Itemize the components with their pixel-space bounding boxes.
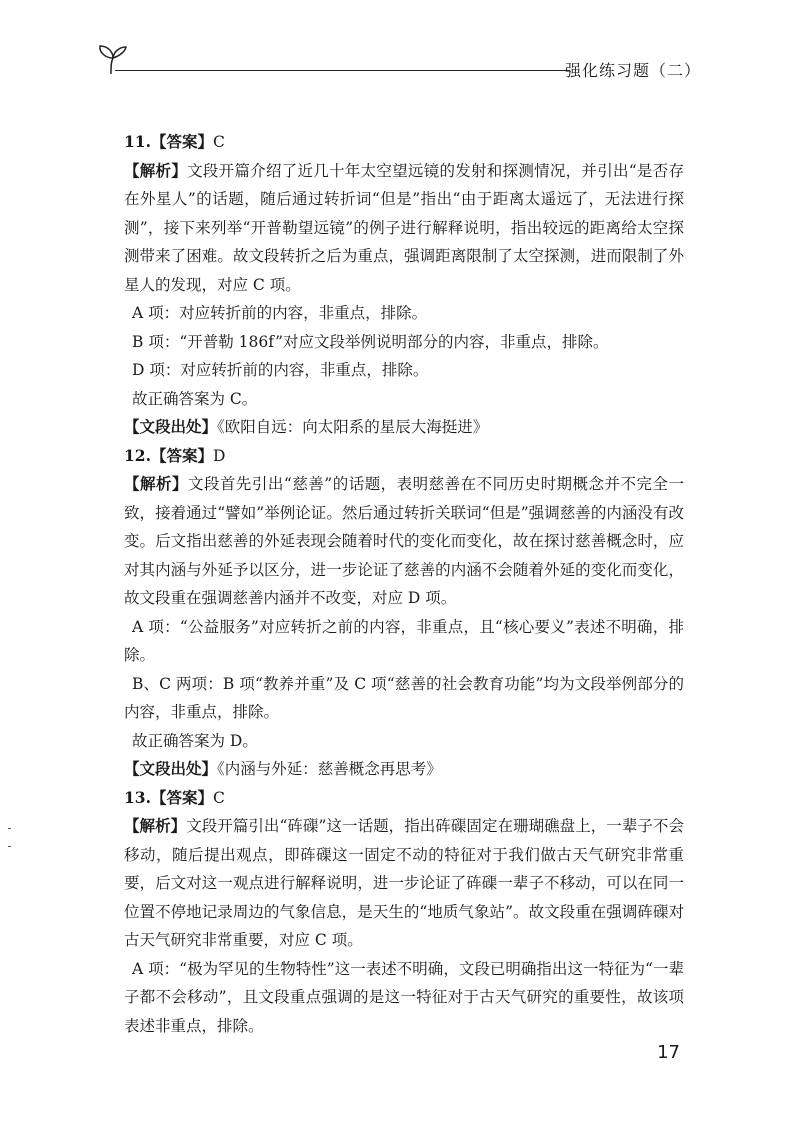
q11-option-b: B 项：“开普勒 186f”对应文段举例说明部分的内容，非重点，排除。 (132, 332, 609, 351)
scan-margin-mark (8, 828, 11, 829)
q11-option-a: A 项：对应转折前的内容，非重点，排除。 (132, 304, 428, 322)
q11-option-d: D 项：对应转折前的内容，非重点，排除。 (132, 361, 429, 379)
q13-analysis: 【解析】文段开篇引出“砗磲”这一话题，指出砗磲固定在珊瑚礁盘上，一辈子不会移动，随后提出观点，即砗磲这一固定不动的特征对于我们做古天气研究非常重要，后文对这一观点进行解释说明，进一步论证了砗磲一辈子不移动，可以在同一位置不停地记录周边的气象信息，是天生的“地质气象站”。故文段重在强调砗磲对古天气研究非常重要，对应 C 项。 (124, 816, 684, 949)
page-content (124, 128, 684, 1040)
header-title: 强化练习题（二） (564, 61, 701, 80)
page-number: 17 (657, 1042, 680, 1063)
q11-conclusion: 故正确答案为 C。 (132, 389, 258, 408)
q12-conclusion: 故正确答案为 D。 (132, 731, 258, 750)
q12-option-bc: B、C 两项：B 项“教养并重”及 C 项“慈善的社会教育功能”均为文段举例部分的内容，非重点，排除。 (124, 674, 684, 721)
header-rule (115, 70, 570, 71)
q13-option-a: A 项：“极为罕见的生物特性”这一表述不明确，文段已明确指出这一特征为“一辈子都不会移动”，且文段重点强调的是这一特征对于古天气研究的重要性，故该项表述非重点，排除。 (124, 959, 684, 1035)
q11-answer-line: 11.【答案】C (124, 132, 225, 151)
q12-option-a: A 项：“公益服务”对应转折之前的内容，非重点，且“核心要义”表述不明确，排除。 (124, 617, 684, 664)
q12-source: 【文段出处】《内涵与外延：慈善概念再思考》 (124, 759, 442, 778)
q11-source: 【文段出处】《欧阳自远：向太阳系的星辰大海挺进》 (124, 417, 489, 436)
q13-answer-line: 13.【答案】C (124, 787, 225, 807)
sprout-icon (93, 40, 133, 80)
q12-answer-line: 12.【答案】D (124, 445, 226, 465)
page-header (93, 40, 713, 90)
q11-analysis: 【解析】文段开篇介绍了近几十年太空望远镜的发射和探测情况，并引出“是否存在外星人”的话题，随后通过转折词“但是”指出“由于距离太遥远了，无法进行探测”，接下来列举“开普勒望远镜”的例子进行解释说明，指出较远的距离给太空探测带来了困难。故文段转折之后为重点，强调距离限制了太空探测，进而限制了外星人的发现，对应 C 项。 (124, 160, 684, 294)
q12-analysis: 【解析】文段首先引出“慈善”的话题，表明慈善在不同历史时期概念并不完全一致，接着通过“譬如”举例论证。然后通过转折关联词“但是”强调慈善的内涵没有改变。后文指出慈善的外延表现会随着时代的变化而变化，故在探讨慈善概念时，应对其内涵与外延予以区分，进一步论证了慈善的内涵不会随着外延的变化而变化，故文段重在强调慈善内涵并不改变，对应 D 项。 (124, 474, 684, 607)
scan-margin-mark (8, 846, 11, 847)
